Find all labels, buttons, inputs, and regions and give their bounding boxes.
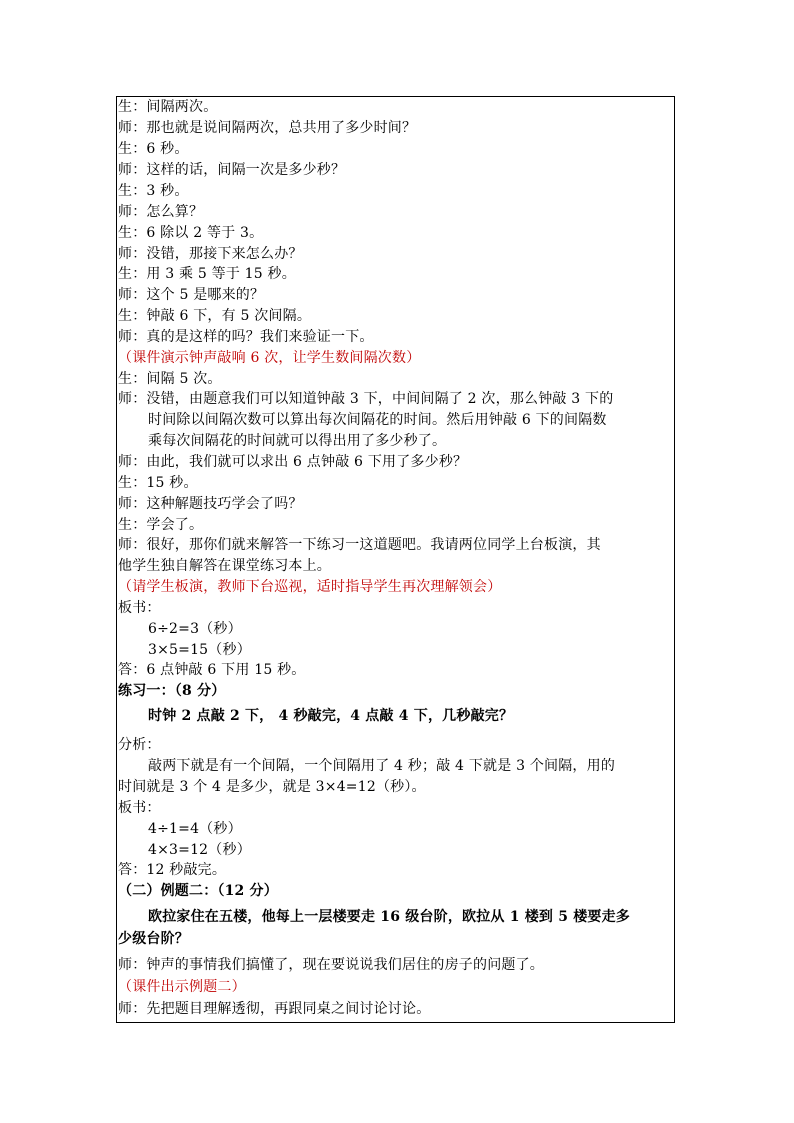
text-line: 生：15 秒。	[118, 475, 198, 491]
text-line: 师：先把题目理解透彻，再跟同桌之间讨论讨论。	[118, 1001, 431, 1017]
stage-direction-note: （课件出示例题二）	[118, 979, 246, 995]
analysis-text: 敲两下就是有一个间隔，一个间隔用了 4 秒；敲 4 下就是 3 个间隔，用的	[148, 758, 616, 774]
board-equation: 6÷2=3（秒）	[148, 621, 242, 637]
text-line: 师：钟声的事情我们搞懂了，现在要说说我们居住的房子的问题了。	[118, 957, 544, 973]
example-question-continued: 少级台阶？	[118, 931, 189, 947]
text-line: 他学生独自解答在课堂练习本上。	[118, 558, 331, 574]
answer-line: 答：6 点钟敲 6 下用 15 秒。	[118, 662, 306, 678]
text-line: 师：这样的话，间隔一次是多少秒？	[118, 162, 346, 178]
board-label: 板书：	[118, 800, 161, 816]
text-line: 生：3 秒。	[118, 183, 189, 199]
board-equation: 4÷1=4（秒）	[148, 821, 242, 837]
text-line: 师：很好，那你们就来解答一下练习一这道题吧。我请两位同学上台板演，其	[118, 537, 601, 553]
example-heading: （二）例题二：（12 分）	[118, 883, 278, 899]
analysis-label: 分析：	[118, 737, 161, 753]
text-line: 师：由此，我们就可以求出 6 点钟敲 6 下用了多少秒？	[118, 454, 468, 470]
board-equation: 4×3=12（秒）	[148, 842, 251, 858]
text-line: 生：钟敲 6 下，有 5 次间隔。	[118, 308, 312, 324]
exercise-question: 时钟 2 点敲 2 下， 4 秒敲完，4 点敲 4 下，几秒敲完？	[148, 708, 514, 724]
text-line: 生：用 3 乘 5 等于 15 秒。	[118, 266, 296, 282]
board-label: 板书：	[118, 600, 161, 616]
text-line: 师：没错，由题意我们可以知道钟敲 3 下，中间间隔了 2 次，那么钟敲 3 下的	[118, 391, 614, 407]
example-question: 欧拉家住在五楼，他每上一层楼要走 16 级台阶，欧拉从 1 楼到 5 楼要走多	[148, 909, 631, 925]
analysis-text: 时间就是 3 个 4 是多少，就是 3×4=12（秒）。	[118, 779, 426, 795]
text-line: 生：6 除以 2 等于 3。	[118, 225, 264, 241]
answer-line: 答：12 秒敲完。	[118, 862, 227, 878]
text-line: 师：这种解题技巧学会了吗？	[118, 496, 303, 512]
text-line-continued: 时间除以间隔次数可以算出每次间隔花的时间。然后用钟敲 6 下的间隔数	[148, 412, 607, 428]
text-line: 师：这个 5 是哪来的？	[118, 287, 265, 303]
text-line: 生：间隔 5 次。	[118, 371, 222, 387]
board-equation: 3×5=15（秒）	[148, 642, 251, 658]
text-line-continued: 乘每次间隔花的时间就可以得出用了多少秒了。	[148, 433, 447, 449]
stage-direction-note: （请学生板演，教师下台巡视，适时指导学生再次理解领会）	[118, 579, 502, 595]
text-line: 生：间隔两次。	[118, 99, 218, 115]
exercise-heading: 练习一：（8 分）	[118, 683, 226, 699]
text-line: 师：怎么算？	[118, 204, 204, 220]
text-line: 师：那也就是说间隔两次，总共用了多少时间？	[118, 120, 417, 136]
text-line: 生：6 秒。	[118, 141, 189, 157]
stage-direction-note: （课件演示钟声敲响 6 次，让学生数间隔次数）	[118, 350, 421, 366]
text-line: 师：真的是这样的吗？我们来验证一下。	[118, 329, 374, 345]
text-line: 生：学会了。	[118, 517, 204, 533]
text-line: 师：没错，那接下来怎么办？	[118, 246, 303, 262]
